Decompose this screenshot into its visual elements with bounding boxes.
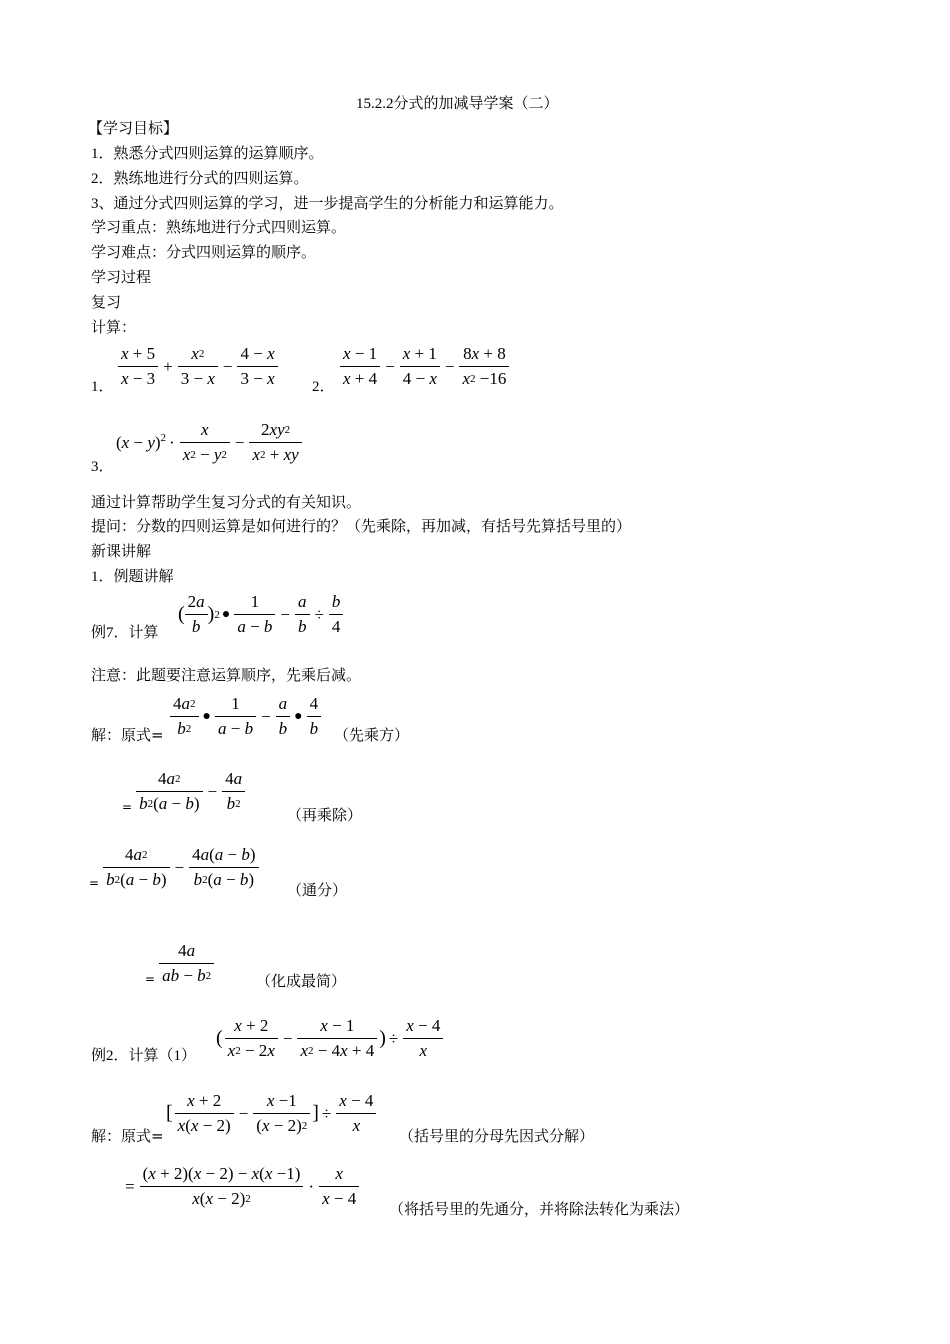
example2-expression: ( x + 2 x 2 − 2 x − x − 1 x 2 − 4 x + 4 ) ÷ x − 4 x	[216, 1014, 445, 1063]
process-heading: 学习过程	[91, 268, 152, 286]
review-problem-3: $(x - y)^2$ · x x 2 − y 2 − 2 xy 2 x 2 + xy	[116, 418, 304, 467]
bullet-operator: ●	[202, 708, 211, 724]
bullet-operator: ●	[294, 708, 303, 724]
equals-sign: =	[89, 876, 100, 890]
minus-sign: −	[238, 1103, 249, 1123]
divide-sign: ÷	[314, 604, 324, 624]
example2-step-2	[122, 1162, 361, 1211]
solution-label: 解：原式=	[91, 1127, 164, 1145]
review-problem-2	[338, 342, 511, 391]
minus-sign: −	[282, 1028, 293, 1048]
fraction: $\frac{a}{b}$	[276, 692, 291, 741]
title-number: 15.2.2	[356, 96, 394, 112]
fraction: x − 4 x	[403, 1014, 443, 1063]
objective-text: 熟练地进行分式的四则运算。	[113, 169, 309, 187]
fraction: 4 a ( a − b ) b 2 ( a − b )	[189, 843, 258, 892]
example-prefix: 例	[91, 1046, 107, 1064]
fraction: x + 5 x − 3	[118, 342, 158, 391]
key-point: 学习重点：熟练地进行分式四则运算。	[91, 218, 347, 236]
example7-step-3	[89, 843, 261, 892]
example-section-heading	[91, 566, 174, 587]
minus-sign: −	[444, 356, 455, 376]
minus-sign: −	[222, 356, 233, 376]
example-number: 2．	[106, 1048, 129, 1064]
step-comment: （再乘除）	[287, 806, 363, 824]
fraction: x − 4 x	[336, 1089, 376, 1138]
fraction: $\frac{b}{4}$	[329, 590, 344, 639]
example7-step-1	[168, 692, 323, 741]
minus-sign: −	[234, 432, 245, 452]
compute-label: 计算：	[91, 318, 137, 336]
objective-number: 2．	[91, 171, 114, 187]
fraction: x x − 4	[319, 1162, 359, 1211]
example-prefix: 例	[91, 623, 107, 641]
fraction: x 2 3 − x	[178, 342, 218, 391]
fraction: 2 xy 2 x 2 + xy	[249, 418, 301, 467]
fraction: $\frac{4}{b}$	[307, 692, 322, 741]
bullet-operator: ●	[221, 606, 231, 622]
review-problem-1	[116, 342, 280, 391]
objective-item	[91, 168, 309, 189]
step-comment: （先乘方）	[334, 726, 410, 744]
problem-number: 3．	[91, 459, 114, 475]
multiply-dot: ·	[169, 432, 175, 452]
fraction: 1 a − b	[215, 692, 256, 741]
fraction: x x 2 − y 2	[180, 418, 230, 467]
review-note: 通过计算帮助学生复习分式的有关知识。	[91, 493, 362, 511]
fraction: 4 a b 2	[222, 767, 245, 816]
objective-item	[91, 193, 564, 214]
example7-step-4	[145, 939, 216, 988]
minus-sign: −	[261, 706, 271, 726]
fraction: 4 − x 3 − x	[237, 342, 277, 391]
fraction: ( x + 2)( x − 2) − x ( x −1) x ( x − 2) 2	[140, 1162, 304, 1211]
example7-note: 注意：此题要注意运算顺序，先乘后减。	[91, 666, 362, 684]
step-comment: （化成最简）	[256, 972, 347, 990]
divide-sign: ÷	[388, 1028, 399, 1048]
multiply-dot: ·	[308, 1176, 315, 1196]
step-comment: （括号里的分母先因式分解）	[399, 1127, 595, 1145]
example7-expression: ( 2 a b ) 2 ● 1 a − b − $\frac{a}{b}$ ÷ $\frac{b}{4}$	[178, 590, 345, 639]
fraction: 4 a 2 b 2 ( a − b )	[103, 843, 169, 892]
divide-sign: ÷	[321, 1103, 332, 1123]
minus-sign: −	[174, 857, 185, 877]
fraction: x − 1 x + 4	[340, 342, 380, 391]
equals-sign: =	[125, 1176, 135, 1196]
problem-number: 2．	[312, 379, 335, 395]
question: 提问：分数的四则运算是如何进行的？（先乘除，再加减，有括号先算括号里的）	[91, 517, 632, 535]
equals-sign: =	[145, 972, 156, 986]
fraction: x −1 ( x − 2) 2	[253, 1089, 310, 1138]
fraction: x + 2 x 2 − 2 x	[225, 1014, 278, 1063]
minus-sign: −	[207, 781, 218, 801]
fraction: x + 2 x ( x − 2)	[175, 1089, 234, 1138]
example7-label	[91, 622, 159, 643]
title-text: 分式的加减导学案（二）	[393, 94, 559, 112]
fraction: $\frac{a}{b}$	[295, 590, 310, 639]
plus-sign: +	[163, 356, 173, 376]
fraction: 4 a 2 b 2 ( a − b )	[136, 767, 202, 816]
fraction: x − 1 x 2 − 4 x + 4	[297, 1014, 377, 1063]
fraction: 4 a ab − b 2	[159, 939, 214, 988]
minus-sign: −	[385, 356, 395, 376]
fraction: 4 a 2 b 2	[170, 692, 199, 741]
example2-label	[91, 1045, 196, 1066]
part-label: （1）	[158, 1048, 197, 1064]
fraction: x + 1 4 − x	[400, 342, 440, 391]
fraction: 8 x + 8 x 2 −16	[459, 342, 509, 391]
example2-step-1: [ x + 2 x ( x − 2) − x −1 ( x − 2) 2 ] ÷ x − 4 x	[166, 1089, 378, 1138]
difficulty: 学习难点：分式四则运算的顺序。	[91, 243, 317, 261]
objective-text: 熟悉分式四则运算的运算顺序。	[113, 144, 324, 162]
example-suffix: 计算	[128, 1046, 159, 1064]
objective-text: 通过分式四则运算的学习，进一步提高学生的分析能力和运算能力。	[113, 194, 564, 212]
fraction: 1 a − b	[234, 590, 275, 639]
problem-number: 1．	[91, 379, 114, 395]
step-comment: （将括号里的先通分，并将除法转化为乘法）	[389, 1200, 690, 1218]
objective-item	[91, 143, 324, 164]
step-comment: （通分）	[287, 881, 348, 899]
review-heading: 复习	[91, 293, 122, 311]
new-lesson-heading: 新课讲解	[91, 542, 152, 560]
objectives-heading: 【学习目标】	[88, 119, 179, 137]
example-suffix: 计算	[128, 623, 159, 641]
fraction: 2 a b	[185, 590, 208, 639]
equals-sign: =	[122, 800, 133, 814]
example7-step-2	[122, 767, 247, 816]
example-section-label: 1．例题讲解	[91, 569, 174, 585]
minus-sign: −	[280, 604, 290, 624]
objective-number: 1．	[91, 146, 114, 162]
document-title	[356, 93, 559, 114]
objective-number: 3、	[91, 196, 114, 212]
solution-label: 解：原式=	[91, 726, 164, 744]
example-number: 7．	[106, 625, 129, 641]
